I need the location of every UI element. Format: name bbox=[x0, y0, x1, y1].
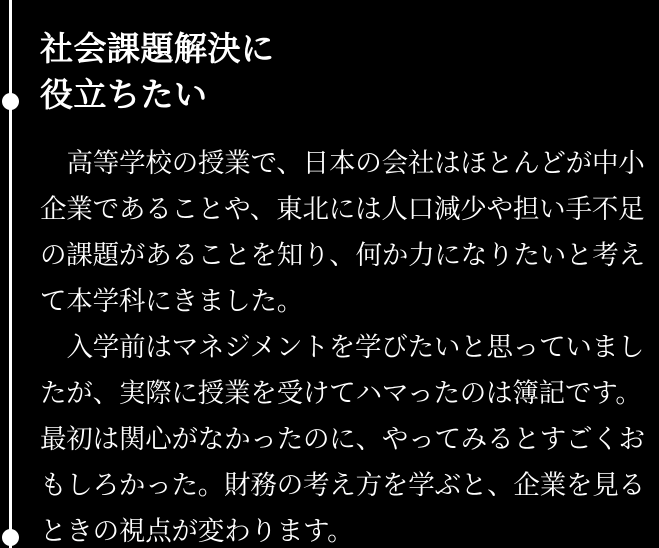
vertical-rule bbox=[9, 0, 12, 548]
article-body bbox=[40, 140, 659, 548]
article-paragraph: 入学前はマネジメントを学びたいと思っていましたが、実際に授業を受けてハマったのは簿記です。最初は関心がなかったのに、やってみるとすごくおもしろかった。財務の考え方を学ぶと、企業を見るときの視点が変わります。 bbox=[40, 332, 645, 547]
rail-dot-bottom bbox=[2, 529, 19, 546]
article-content bbox=[40, 0, 659, 548]
page-title bbox=[40, 22, 659, 118]
headline-line-2: 役立ちたい bbox=[40, 76, 208, 114]
headline-line-1: 社会課題解決に bbox=[40, 30, 275, 68]
rail-dot-top bbox=[2, 93, 19, 110]
article-paragraph: 高等学校の授業で、日本の会社はほとんどが中小企業であることや、東北には人口減少や担い手不足の課題があることを知り、何か力になりたいと考えて本学科にきました。 bbox=[40, 148, 645, 317]
